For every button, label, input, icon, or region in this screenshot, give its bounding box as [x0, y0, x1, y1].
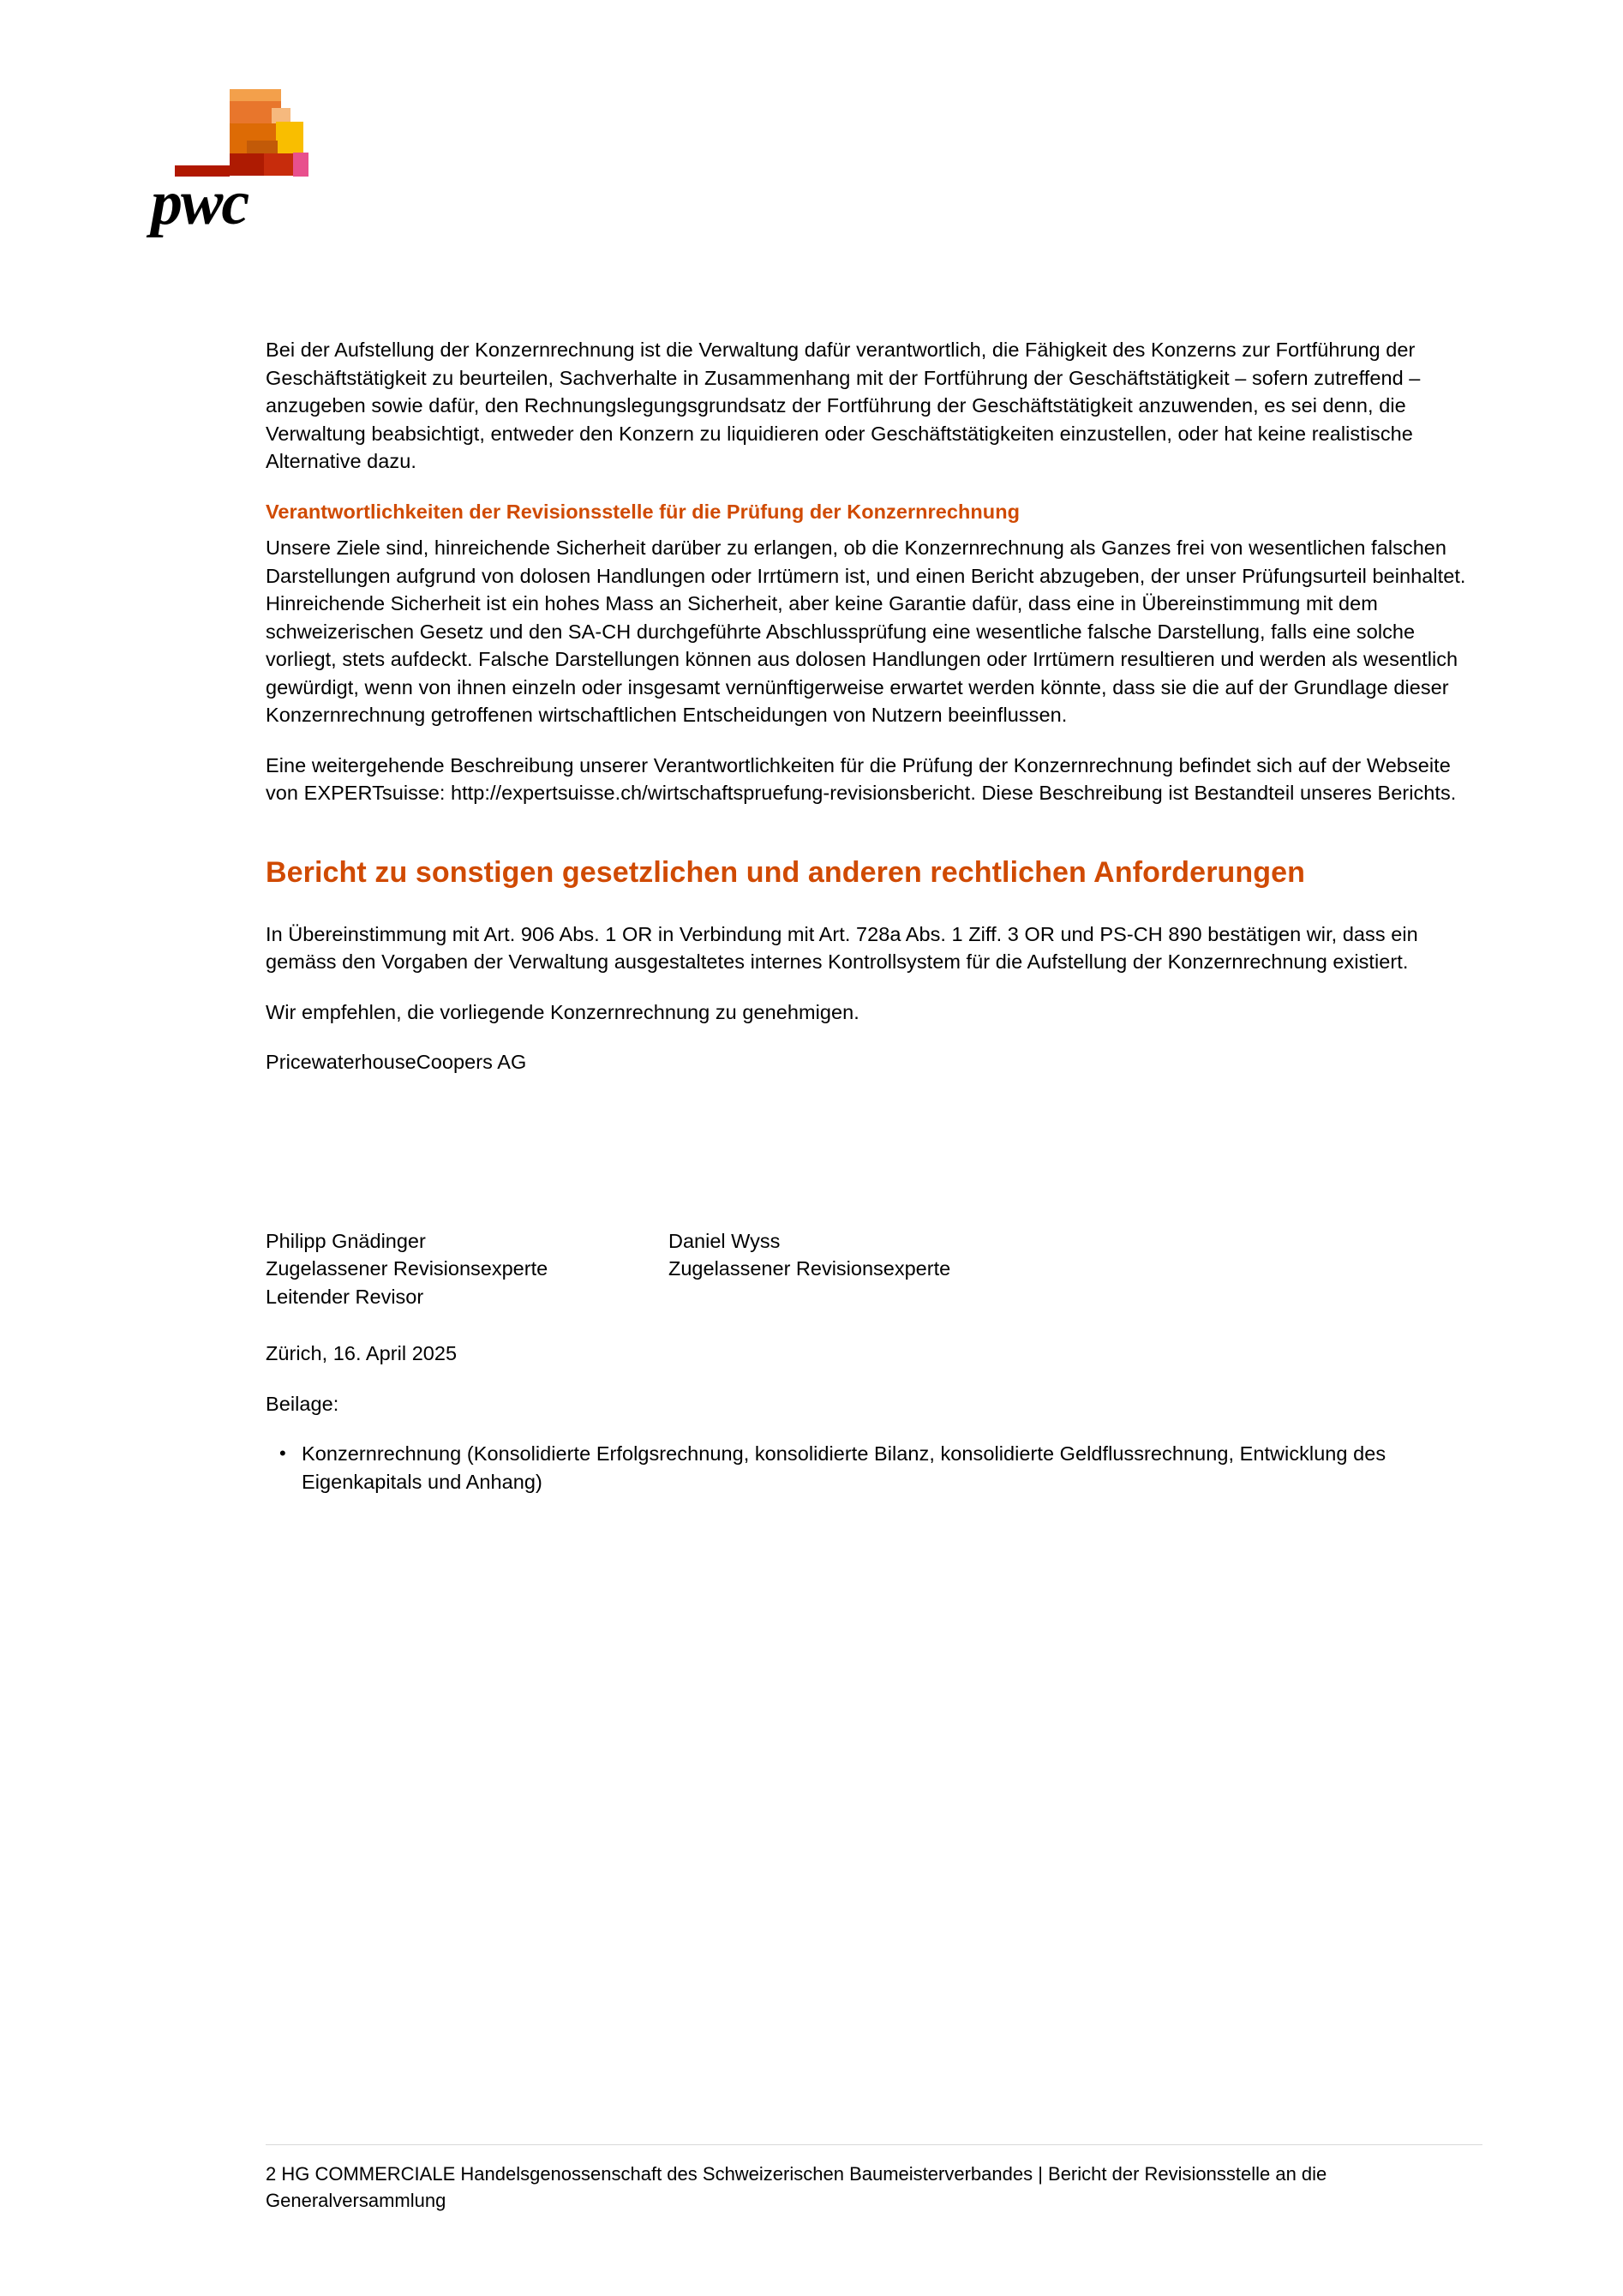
- paragraph-responsibility-board: Bei der Aufstellung der Konzernrechnung ist die Verwaltung dafür verantwortlich, die Fähigkeit des Konzerns zur Fortführung der Geschäftstätigkeit zu beurteilen, Sachverhalte in Zusammenhang mit der Fortführung der Geschäftstätigkeit – sofern zutreffend – anzugeben sowie dafür, den Rechnungslegungsgrundsatz der Fortführung der Geschäftstätigkeit anzuwenden, es sei denn, die Verwaltung beabsichtigt, entweder den Konzern zu liquidieren oder Geschäftstätigkeiten einzustellen, oder hat keine realistische Alternative dazu.: [266, 339, 1421, 472]
- logo-tile-pink: [293, 153, 308, 177]
- footer-divider: [266, 2144, 1482, 2145]
- document-body: [266, 336, 1478, 1496]
- signatory-secondary: [668, 1227, 1071, 1311]
- paragraph-further-description: Eine weitergehende Beschreibung unserer Verantwortlichkeiten für die Prüfung der Konzernrechnung befindet sich auf der Webseite von EXPERTsuisse: http://expertsuisse.ch/wirtschaftspruefung-revisionsbericht. Diese Beschreibung ist Bestandteil unseres Berichts.: [266, 753, 1457, 804]
- footer-text: 2 HG COMMERCIALE Handelsgenossenschaft des Schweizerischen Baumeisterverbandes | Bericht der Revisionsstelle an die Generalversammlung: [266, 2163, 1327, 2211]
- paragraph-legal-confirmation: In Übereinstimmung mit Art. 906 Abs. 1 OR in Verbindung mit Art. 728a Abs. 1 Ziff. 3 OR und PS-CH 890 bestätigen wir, dass ein gemäss den Vorgaben der Verwaltung ausgestaltetes internes Kontrollsystem für die Aufstellung der Konzernrechnung existiert.: [266, 922, 1418, 973]
- signatory-title: Zugelassener Revisionsexperte: [266, 1257, 548, 1280]
- firm-name: PricewaterhouseCoopers AG: [266, 1051, 527, 1073]
- heading-other-legal-requirements: Bericht zu sonstigen gesetzlichen und anderen rechtlichen Anforderungen: [266, 855, 1306, 889]
- signatory-title: Zugelassener Revisionsexperte: [668, 1257, 951, 1280]
- signature-block: [266, 1227, 1478, 1311]
- signatory-role: Leitender Revisor: [266, 1285, 424, 1308]
- paragraph-auditor-objectives: Unsere Ziele sind, hinreichende Sicherheit darüber zu erlangen, ob die Konzernrechnung als Ganzes frei von wesentlichen falschen Darstellungen aufgrund von dolosen Handlungen oder Irrtümern ist, und einen Bericht abzugeben, der unser Prüfungsurteil beinhaltet. Hinreichende Sicherheit ist ein hohes Mass an Sicherheit, aber keine Garantie dafür, dass eine in Übereinstimmung mit dem schweizerischen Gesetz und den SA-CH durchgeführte Abschlussprüfung eine wesentliche falsche Darstellung, falls eine solche vorliegt, stets aufdeckt. Falsche Darstellungen können aus dolosen Handlungen oder Irrtümern resultieren und werden als wesentlich gewürdigt, wenn von ihnen einzeln oder insgesamt vernünftigerweise erwartet werden könnte, dass sie die auf der Grundlage dieser Konzernrechnung getroffenen wirtschaftlichen Entscheidungen von Nutzern beeinflussen.: [266, 537, 1466, 726]
- attachment-list: [266, 1440, 1478, 1496]
- pwc-logo-mark-icon: [151, 89, 305, 175]
- signatory-name: Daniel Wyss: [668, 1229, 781, 1252]
- spacer: [266, 1310, 1478, 1340]
- place-and-date: Zürich, 16. April 2025: [266, 1342, 458, 1364]
- list-item: • Konzernrechnung (Konsolidierte Erfolgsrechnung, konsolidierte Bilanz, konsolidierte Geldflussrechnung, Entwicklung des Eigenkapitals und Anhang): [302, 1440, 1478, 1496]
- heading-auditor-responsibilities: Verantwortlichkeiten der Revisionsstelle für die Prüfung der Konzernrechnung: [266, 500, 1021, 523]
- attachment-label: Beilage:: [266, 1392, 339, 1415]
- page-footer: [266, 2144, 1482, 2214]
- paragraph-recommendation: Wir empfehlen, die vorliegende Konzernrechnung zu genehmigen.: [266, 1000, 859, 1023]
- pwc-wordmark: pwc: [151, 168, 249, 238]
- signatory-name: Philipp Gnädinger: [266, 1229, 426, 1252]
- signatory-primary: [266, 1227, 668, 1311]
- pwc-logo: [151, 89, 374, 252]
- signature-space: [266, 1099, 1478, 1227]
